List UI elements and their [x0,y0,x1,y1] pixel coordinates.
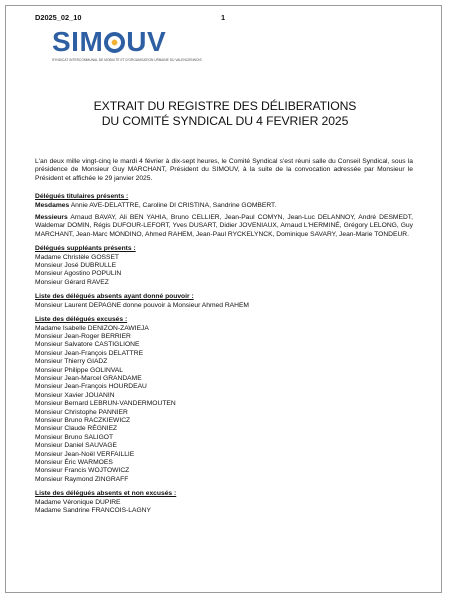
list-item: Monsieur Salvatore CASTIGLIONE [35,341,140,349]
logo-word-left: SIM [52,26,104,57]
section-heading-excuses: Liste des délégués excusés : [35,316,128,324]
logo-word-right: UV [126,26,167,57]
section-heading-suppleants: Délégués suppléants présents : [35,245,136,253]
mesdames-list: Annie AVE-DELATTRE, Caroline DI CRISTINA, Sandrine GOMBERT. [70,201,277,209]
list-item: Monsieur Daniel SAUVAGE [35,442,118,450]
list-item: Monsieur Agostino POPULIN [35,270,122,278]
list-item: Monsieur Éric WARMOES [35,459,113,466]
logo-wordmark [52,28,178,56]
title-line-1: EXTRAIT DU REGISTRE DES DÉLIBERATIONS [93,99,357,113]
suppleants-list [35,254,413,288]
list-item: Madame Sandrine FRANCOIS-LAGNY [35,507,151,515]
messieurs-list: Arnaud BAVAY, Ali BEN YAHIA, Bruno CELLIER, Jean-Paul COMYN, Jean-Luc DELANNOY, André DESMEDT, Waldemar DOMIN, Régis DUFOUR-LEFORT, Yves DUSART, Didier JOVENIAUX, Arnaud L'HERMINÉ, Grégory LELONG, Guy MARCHANT, Jean-Marc MONDINO, Ahmed RAHEM, Jean-Paul RYCKELYNCK, Dominique SAVARY, Jean-Marie TONDEUR. [35,214,413,238]
section-heading-non-excuses: Liste des délégués absents et non excusés : [35,490,177,498]
list-item: Monsieur Jean-Noël VERFAILLIE [35,450,135,458]
list-item: Monsieur Philippe GOLINVAL [35,366,123,374]
document-title [40,99,410,129]
titulaires-messieurs [35,214,413,239]
list-item: Monsieur Jean-François DELATTRE [35,349,144,357]
list-item: Madame Christèle GOSSET [35,253,119,261]
list-item: Monsieur Xavier JOUANIN [35,391,115,399]
list-item: Monsieur José DUBRULLE [35,262,117,270]
list-item: Madame Isabelle DENIZON-ZAWIEJA [35,324,149,332]
list-item: Monsieur Christophe PANNIER [35,408,128,416]
list-item: Monsieur Laurent DEPAGNE donne pouvoir à Monsieur Ahmed RAHEM [35,301,249,309]
section-heading-titulaires: Délégués titulaires présents : [35,193,129,201]
titulaires-mesdames [35,202,413,210]
list-item: Madame Véronique DUPIRE [35,498,121,506]
logo-subtitle: SYNDICAT INTERCOMMUNAL DE MOBILITÉ ET D'ORGANISATION URBAINE DU VALENCIENNOIS [52,58,202,62]
messieurs-label: Messieurs [35,214,68,222]
list-item: Monsieur Francis WOJTOWICZ [35,467,130,475]
list-item: Monsieur Bruno RACZKIEWICZ [35,416,131,424]
section-heading-pouvoir: Liste des délégués absents ayant donné pouvoir : [35,293,194,301]
intro-paragraph: L'an deux mille vingt-cinq le mardi 4 février à dix-sept heures, le Comité Syndical s'est réuni salle du Conseil Syndical, sous la présidence de Monsieur Guy MARCHANT, Président du SIMOUV, à la suite de la convocation adressée par Monsieur le Président et affichée le 29 janvier 2025. [35,158,413,182]
mesdames-label: Mesdames [35,201,70,209]
simouv-logo [52,26,202,68]
list-item: Monsieur Jean-Marcel GRANDAME [35,374,142,382]
non-excuses-list [35,499,413,516]
excuses-list [35,325,413,485]
list-item: Monsieur Bruno SALIGOT [35,433,114,441]
pouvoir-list [35,302,413,310]
list-item: Monsieur Bernard LEBRUN-VANDERMOUTEN [35,400,176,408]
list-item: Monsieur Raymond ZINGRAFF [35,475,129,483]
list-item: Monsieur Thierry GIADZ [35,358,108,366]
document-reference: D2025_02_10 [35,13,82,22]
page-number: 1 [221,13,226,22]
list-item: Monsieur Gérard RAVEZ [35,278,109,286]
title-line-2: DU COMITÉ SYNDICAL DU 4 FEVRIER 2025 [101,114,349,128]
document-body [35,158,413,515]
list-item: Monsieur Claude RÉGNIEZ [35,425,118,433]
logo-o-icon [104,32,125,53]
list-item: Monsieur Jean-François HOURDEAU [35,383,147,391]
list-item: Monsieur Jean-Roger BERRIER [35,332,131,340]
